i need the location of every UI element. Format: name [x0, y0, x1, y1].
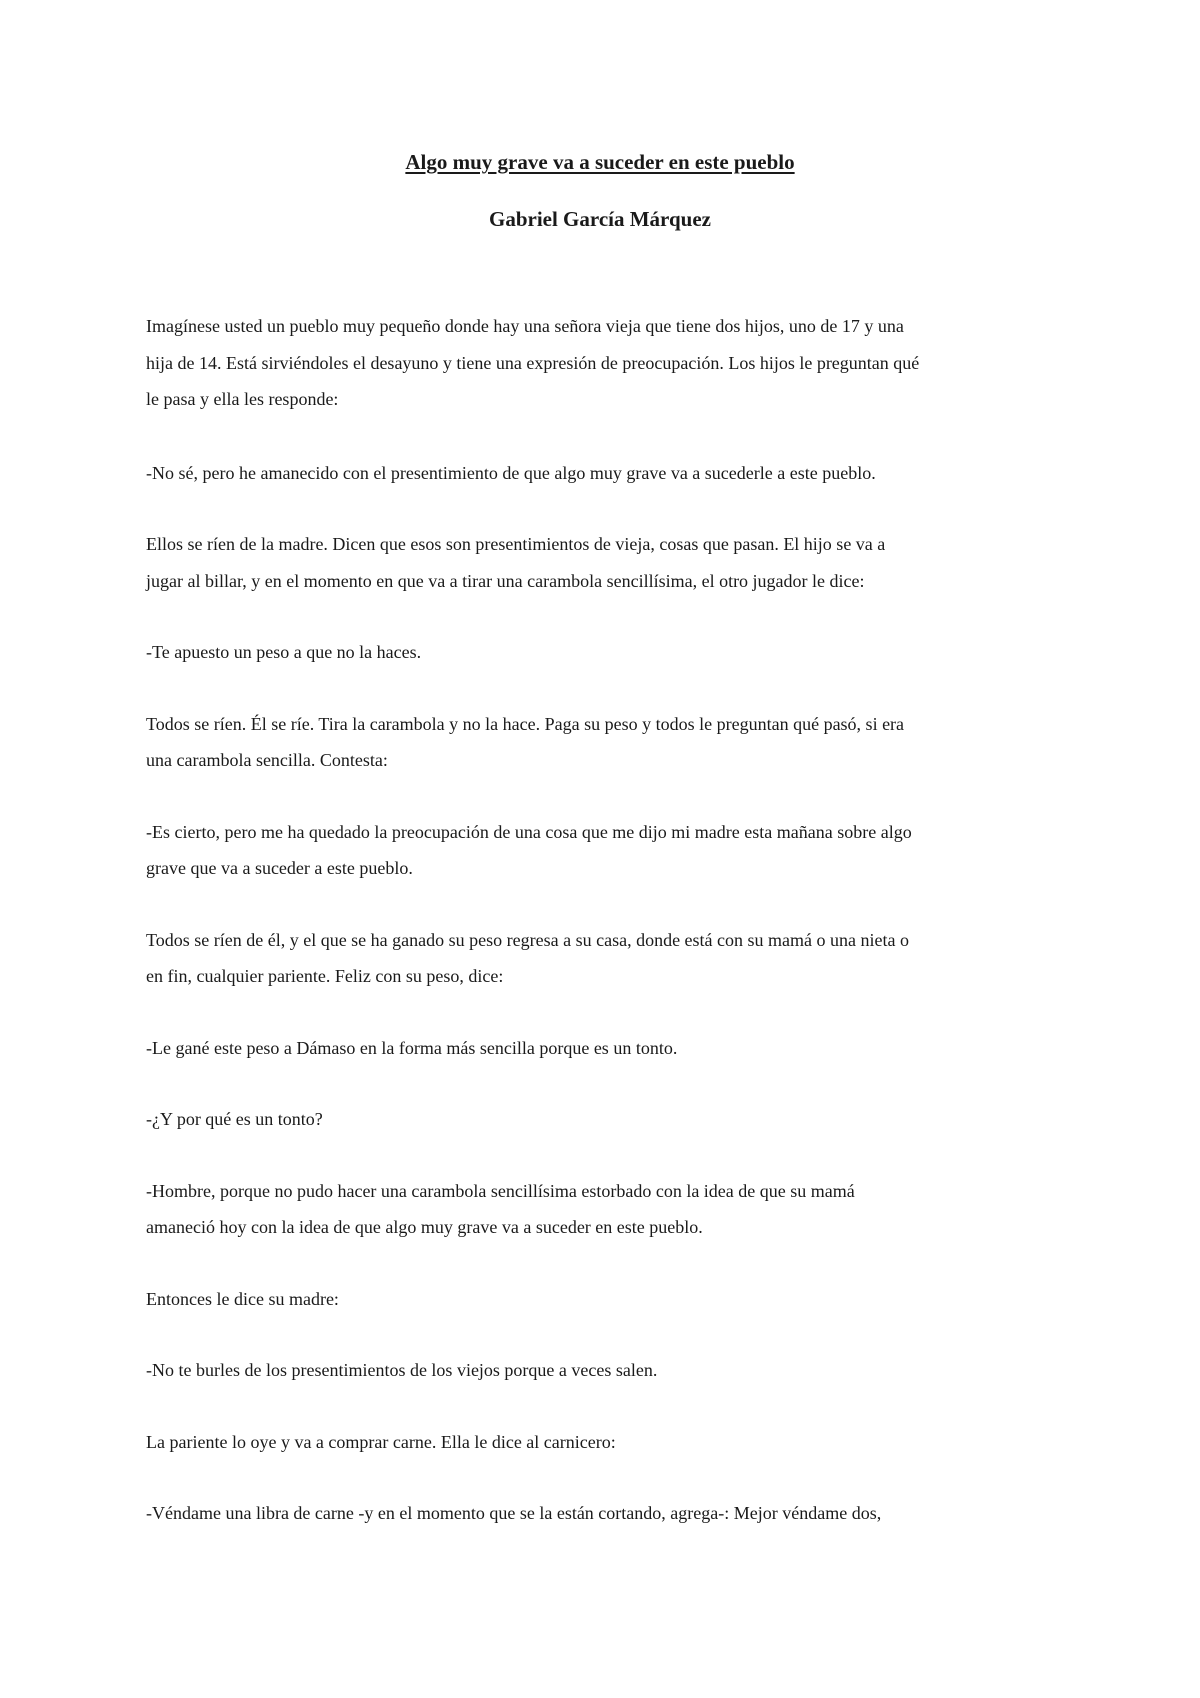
paragraph: -No sé, pero he amanecido con el presentimiento de que algo muy grave va a sucederle a este pueblo. — [146, 462, 876, 483]
paragraph: -Hombre, porque no pudo hacer una carambola sencillísima estorbado con la idea de que su mamá amaneció hoy con la idea de que algo muy grave va a suceder en este pueblo. — [146, 1180, 855, 1237]
paragraph: -Véndame una libra de carne -y en el momento que se la están cortando, agrega-: Mejor véndame dos, — [146, 1503, 882, 1523]
paragraph: La pariente lo oye y va a comprar carne. Ella le dice al carnicero: — [146, 1431, 616, 1452]
document-title: Algo muy grave va a suceder en este pueblo — [405, 150, 795, 174]
paragraph: -Te apuesto un peso a que no la haces. — [146, 642, 422, 662]
paragraph: -Es cierto, pero me ha quedado la preocupación de una cosa que me dijo mi madre esta mañana sobre algo grave que va a suceder a este pueblo. — [146, 821, 912, 878]
paragraph: Ellos se ríen de la madre. Dicen que esos son presentimientos de vieja, cosas que pasan. El hijo se va a jugar al billar, y en el momento en que va a tirar una carambola sencillísima, el otro jugador le dice: — [146, 534, 886, 591]
paragraph: -No te burles de los presentimientos de los viejos porque a veces salen. — [146, 1360, 658, 1380]
paragraph: Imagínese usted un pueblo muy pequeño donde hay una señora vieja que tiene dos hijos, uno de 17 y una hija de 14. Está sirviéndoles el desayuno y tiene una expresión de preocupación. Los hijos le preguntan qué le pasa y ella les responde: — [146, 316, 920, 409]
paragraph: -Le gané este peso a Dámaso en la forma más sencilla porque es un tonto. — [146, 1037, 678, 1058]
document-author: Gabriel García Márquez — [488, 207, 712, 231]
paragraph: Todos se ríen. Él se ríe. Tira la carambola y no la hace. Paga su peso y todos le preguntan qué pasó, si era una carambola sencilla. Contesta: — [146, 713, 905, 770]
paragraph: Entonces le dice su madre: — [146, 1288, 339, 1309]
document-body — [146, 308, 1066, 1532]
paragraph: Todos se ríen de él, y el que se ha ganado su peso regresa a su casa, donde está con su mamá o una nieta o en fin, cualquier pariente. Feliz con su peso, dice: — [146, 929, 909, 986]
paragraph: -¿Y por qué es un tonto? — [146, 1109, 323, 1129]
